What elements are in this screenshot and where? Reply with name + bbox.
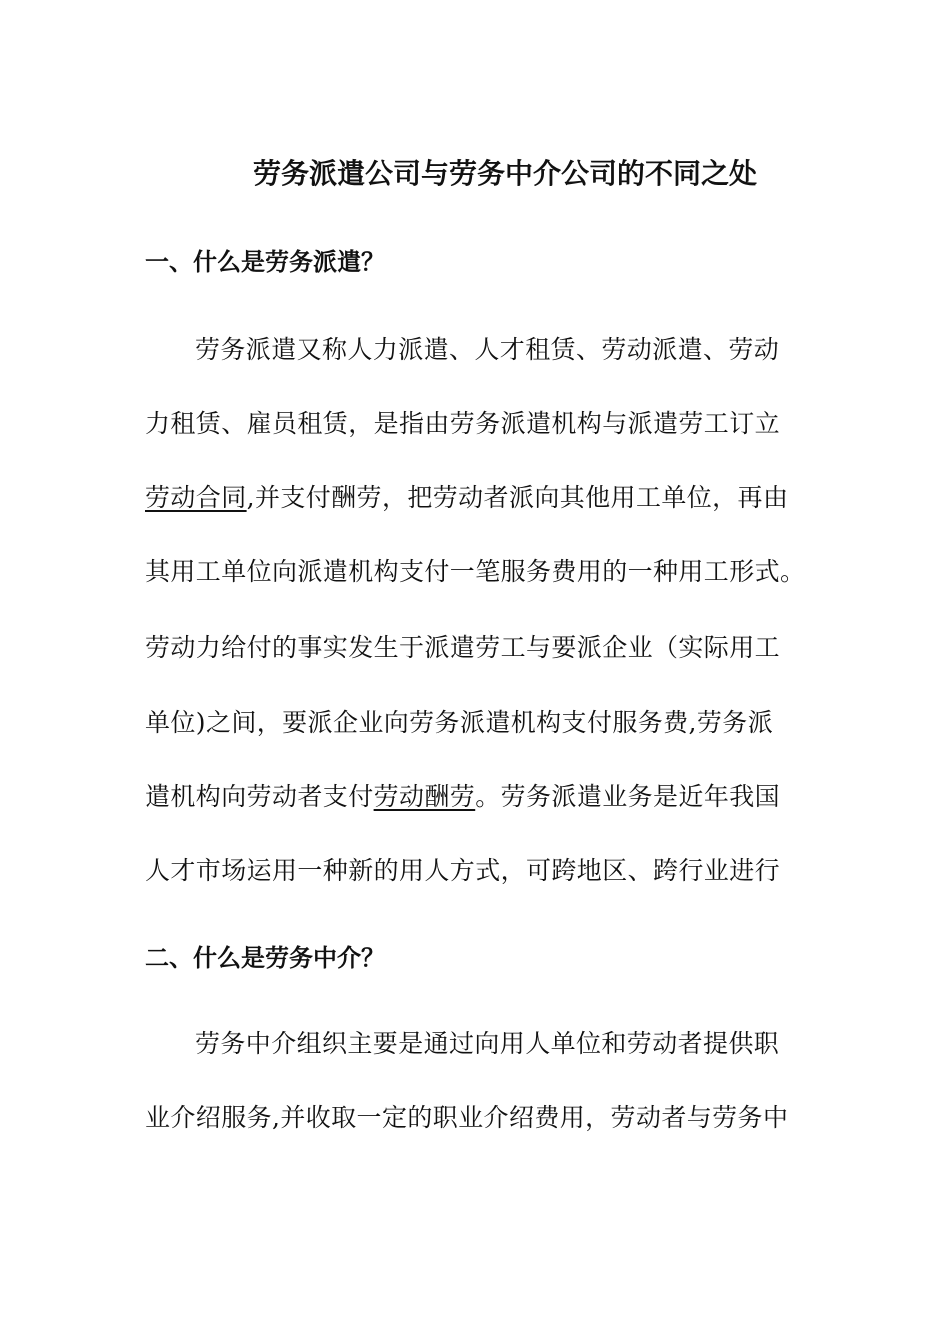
section1-line-7 [145, 777, 805, 817]
section2-line-1: 劳务中介组织主要是通过向用人单位和劳动者提供职 [195, 1029, 780, 1058]
section1-line-5: 劳动力给付的事实发生于派遣劳工与要派企业（实际用工 [145, 633, 781, 662]
labor-contract-link[interactable]: 劳动合同 [145, 483, 247, 512]
section1-line-4: 其用工单位向派遣机构支付一笔服务费用的一种用工形式。 [145, 557, 806, 586]
section1-line-8: 人才市场运用一种新的用人方式，可跨地区、跨行业进行 [145, 856, 781, 885]
section1-line-3 [145, 478, 805, 518]
section1-line-6: 单位)之间，要派企业向劳务派遣机构支付服务费,劳务派 [145, 708, 774, 737]
section1-line-1: 劳务派遣又称人力派遣、人才租赁、劳动派遣、劳动 [195, 335, 780, 364]
section1-line-7-rest: 。劳务派遣业务是近年我国 [475, 782, 781, 811]
section1-line-3-text: ,并支付酬劳，把劳动者派向其他用工单位，再由 [246, 483, 789, 512]
section2-heading: 二、什么是劳务中介？ [145, 943, 385, 972]
document-title: 劳务派遣公司与劳务中介公司的不同之处 [252, 157, 757, 190]
section1-heading: 一、什么是劳务派遣？ [145, 247, 385, 276]
section1-line-7-pre: 遣机构向劳动者支付 [145, 782, 374, 811]
section1-line-2: 力租赁、雇员租赁，是指由劳务派遣机构与派遣劳工订立 [145, 409, 781, 438]
labor-remuneration-link[interactable]: 劳动酬劳 [373, 782, 476, 811]
section2-line-2: 业介绍服务,并收取一定的职业介绍费用，劳动者与劳务中 [145, 1103, 789, 1132]
